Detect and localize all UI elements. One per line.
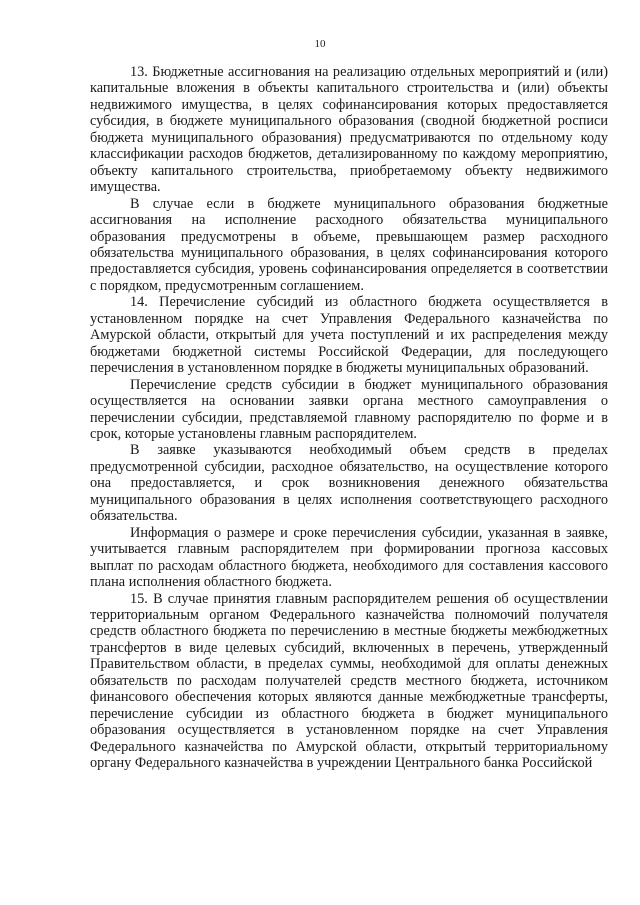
paragraph-13-cofinancing: В случае если в бюджете муниципального образования бюджетные ассигнования на исполнение расходного обязательства муниципального образования предусмотрены в объеме, превышающем размер расходного обязательства муниципального образования, в целях софинансирования которого предоставляется субсидия, уровень софинансирования определяется в соответствии с порядком, предусмотренным соглашением. [90, 195, 608, 294]
page-number: 10 [314, 38, 326, 50]
paragraph-14-application-content: В заявке указываются необходимый объем средств в пределах предусмотренной субсидии, расходное обязательство, на осуществление которого она предоставляется, и срок возникновения денежного обязательства муниципального образования в целях исполнения соответствующего расходного обязательства. [90, 442, 608, 525]
paragraph-14: 14. Перечисление субсидий из областного бюджета осуществляется в установленном порядке на счет Управления Федерального казначейства по Амурской области, открытый для учета поступлений и их распределения между бюджетами бюджетной системы Российской Федерации, для последующего перечисления в установленном порядке в бюджеты муниципальных образований. [90, 294, 608, 377]
document-body [90, 64, 608, 771]
paragraph-14-forecast-info: Информация о размере и сроке перечисления субсидии, указанная в заявке, учитывается главным распорядителем при формировании прогноза кассовых выплат по расходам областного бюджета, необходимого для составления кассового плана исполнения областного бюджета. [90, 524, 608, 591]
paragraph-13: 13. Бюджетные ассигнования на реализацию отдельных мероприятий и (или) капитальные вложения в объекты капитального строительства и (или) объекты недвижимого имущества, в целях софинансирования которых предоставляется субсидия, в бюджете муниципального образования (сводной бюджетной росписи бюджета муниципального образования) предусматриваются по отдельному коду классификации расходов бюджетов, детализированному по каждому мероприятию, объекту капитального строительства, приобретаемому объекту недвижимого имущества. [90, 64, 608, 196]
paragraph-15: 15. В случае принятия главным распорядителем решения об осуществлении территориальным органом Федерального казначейства полномочий получателя средств областного бюджета по перечислению в местные бюджеты межбюджетных трансфертов в виде целевых субсидий, включенных в перечень, утвержденный Правительством области, в пределах суммы, необходимой для оплаты денежных обязательств по расходам получателей средств местного бюджета, источником финансового обеспечения которых являются данные межбюджетные трансферты, перечисление субсидии из областного бюджета в бюджет муниципального образования осуществляется в установленном порядке на счет Управления Федерального казначейства по Амурской области, открытый территориальному органу Федерального казначейства в учреждении Центрального банка Российской [90, 590, 608, 772]
paragraph-14-transfer-basis: Перечисление средств субсидии в бюджет муниципального образования осуществляется на основании заявки органа местного самоуправления о перечислении субсидии, представляемой главному распорядителю по форме и в срок, которые установлены главным распорядителем. [90, 376, 608, 442]
